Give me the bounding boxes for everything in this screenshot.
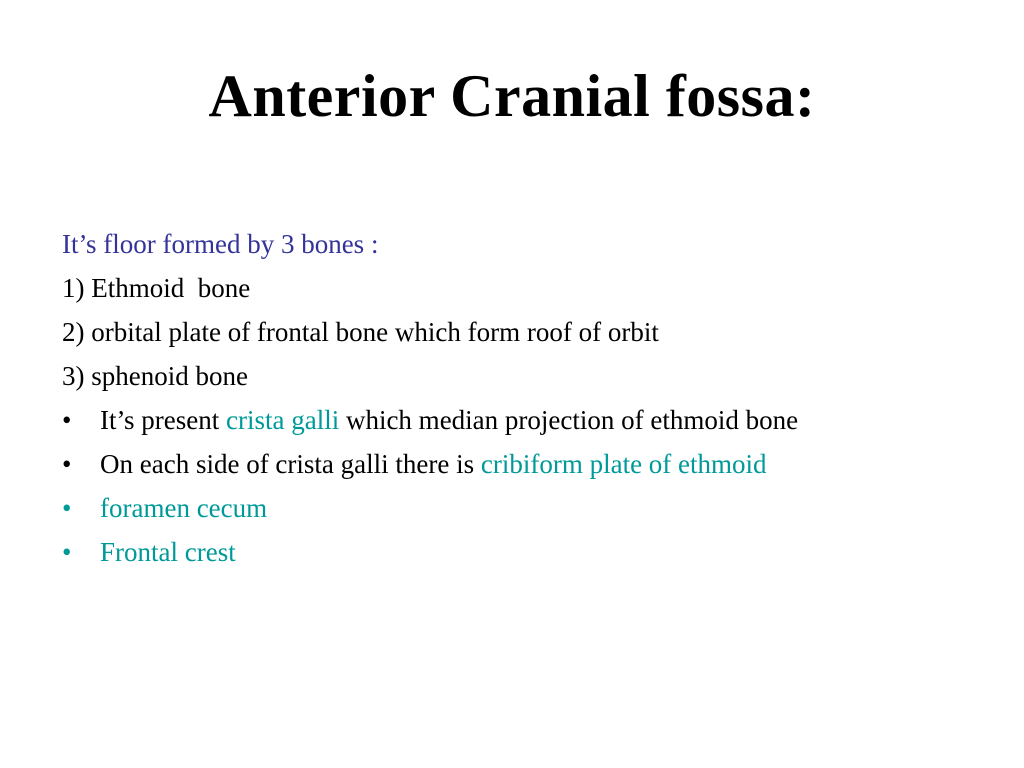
bullet-marker: • (62, 537, 72, 567)
numbered-item-1: 1) Ethmoid bone (62, 273, 251, 303)
bullet-item-foramen-cecum (62, 492, 962, 524)
numbered-item-3: 3) sphenoid bone (62, 361, 248, 391)
bullet-item-cribiform-plate (62, 448, 962, 480)
bullet-item-crista-galli (62, 404, 962, 436)
bullet-text: Frontal crest (100, 537, 236, 567)
slide-title: Anterior Cranial fossa: (208, 63, 816, 129)
highlight-term: cribiform plate of ethmoid (480, 449, 767, 479)
intro-line: It’s floor formed by 3 bones : (62, 229, 379, 259)
bullet-text: foramen cecum (100, 493, 268, 523)
bullet-marker: • (62, 405, 72, 435)
numbered-item-2: 2) orbital plate of frontal bone which form roof of orbit (62, 317, 659, 347)
bullet-text: It’s present (100, 405, 226, 435)
slide-body (62, 228, 962, 580)
bullet-text: which median projection of ethmoid bone (339, 405, 799, 435)
highlight-term: crista galli (225, 405, 340, 435)
bullet-text: On each side of crista galli there is (100, 449, 481, 479)
bullet-item-frontal-crest (62, 536, 962, 568)
bullet-marker: • (62, 449, 72, 479)
bullet-marker: • (62, 493, 72, 523)
